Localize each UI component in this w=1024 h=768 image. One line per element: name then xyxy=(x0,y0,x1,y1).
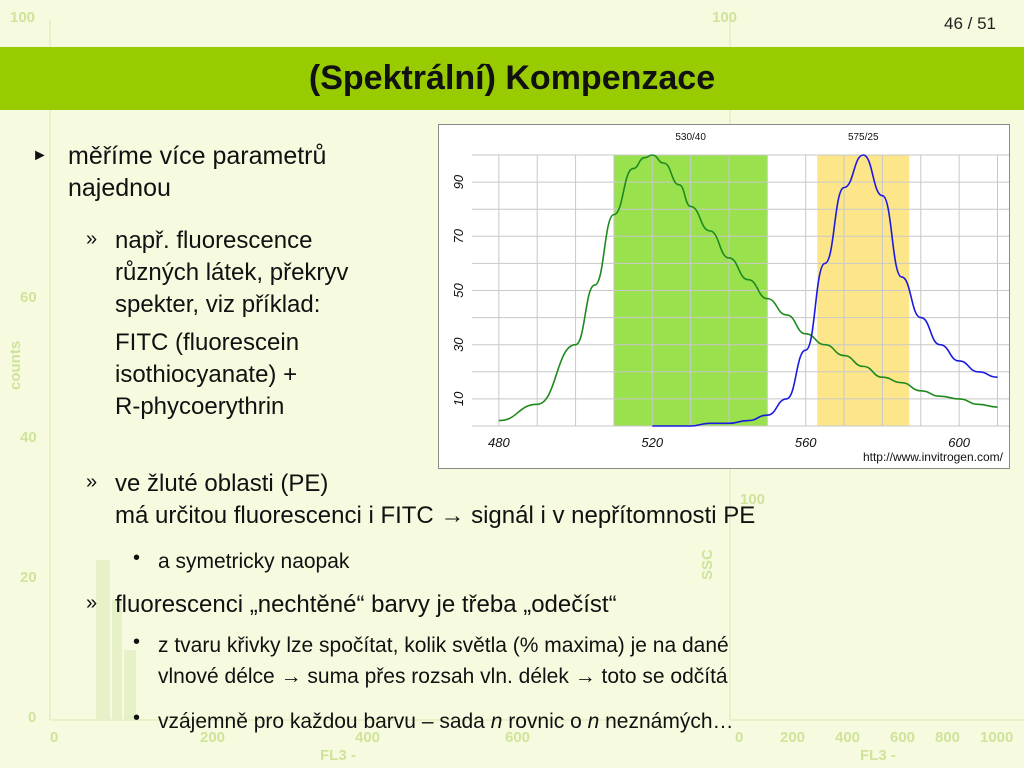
text-line: spekter, viz příklad: xyxy=(115,291,321,318)
bg-right-x-tick: 800 xyxy=(935,729,961,746)
text-line: najednou xyxy=(68,174,171,202)
bullet-marker-level3: • xyxy=(133,631,141,653)
text-line: z tvaru křivky lze spočítat, kolik světla (% maxima) je na dané xyxy=(158,634,729,657)
bg-left-tick: 60 xyxy=(20,289,37,306)
text-line: R-phycoerythrin xyxy=(115,393,285,420)
bg-right-x-tick: 1000 xyxy=(980,729,1014,746)
bg-right-x-tick: 600 xyxy=(890,729,916,746)
bg-left-x-tick: 400 xyxy=(355,729,381,746)
bg-right-tick: 100 xyxy=(740,491,766,508)
bullet-text xyxy=(115,225,348,423)
variable-n: n xyxy=(587,710,600,733)
text-line: vlnové délce → suma přes rozsah vln. délek → toto se odčítá xyxy=(158,665,728,688)
slide-title: (Spektrální) Kompenzace xyxy=(308,59,716,97)
y-tick-label: 10 xyxy=(451,391,466,407)
bullet-marker-level3: • xyxy=(133,547,141,569)
bg-left-axis-label: counts xyxy=(7,340,24,390)
bg-left-tick: 40 xyxy=(20,429,37,446)
x-tick-label: 480 xyxy=(487,435,510,450)
bg-right-tick: 100 xyxy=(712,9,738,26)
x-tick-label: 600 xyxy=(948,435,970,450)
bullet-marker-level1: ► xyxy=(32,147,48,164)
y-tick-label: 30 xyxy=(451,337,466,352)
text-line: FITC (fluorescein xyxy=(115,329,300,356)
text-run: neznámých… xyxy=(599,710,734,733)
bg-left-x-label: FL3 - xyxy=(320,747,356,764)
bullet-text: fluorescenci „nechtěné“ barvy je třeba „odečíst“ xyxy=(115,591,617,618)
bg-left-tick: 100 xyxy=(10,9,36,26)
bullet-text xyxy=(158,630,729,692)
bullet-marker-level2: » xyxy=(86,471,98,493)
bg-left-x-tick: 0 xyxy=(50,729,59,746)
x-tick-label: 560 xyxy=(794,435,817,450)
figure-credit: http://www.invitrogen.com/ xyxy=(862,450,1003,464)
text-run: rovnic o xyxy=(502,710,588,733)
text-line: měříme více parametrů xyxy=(68,142,327,170)
text-line: ve žluté oblasti (PE) xyxy=(115,470,329,497)
bg-left-x-tick: 200 xyxy=(200,729,226,746)
bg-right-x-tick: 0 xyxy=(735,729,744,746)
bg-right-x-label: FL3 - xyxy=(860,747,896,764)
band-label: 575/25 xyxy=(847,132,879,143)
bullet-marker-level3: • xyxy=(133,707,141,729)
text-run: vzájemně pro každou barvu – sada xyxy=(158,710,491,733)
bullet-text xyxy=(115,468,755,532)
spectrum-figure xyxy=(438,124,1010,469)
y-tick-label: 70 xyxy=(451,229,466,244)
bullet-text xyxy=(68,140,326,204)
band-label: 530/40 xyxy=(675,132,706,143)
bullet-marker-level2: » xyxy=(86,592,98,614)
text-line: isothiocyanate) + xyxy=(115,361,298,388)
page-number: 46 / 51 xyxy=(944,14,996,33)
bg-left-tick: 0 xyxy=(28,709,37,726)
bg-right-x-tick: 400 xyxy=(835,729,861,746)
bullet-marker-level2: » xyxy=(86,228,98,250)
bg-right-axis-label: SSC xyxy=(699,549,716,580)
x-tick-label: 520 xyxy=(641,435,664,450)
bg-right-x-tick: 200 xyxy=(780,729,806,746)
bg-left-x-tick: 600 xyxy=(505,729,531,746)
y-tick-label: 90 xyxy=(451,174,466,190)
spectrum-chart xyxy=(439,125,1009,468)
y-tick-label: 50 xyxy=(451,283,466,298)
bullet-text xyxy=(158,706,734,737)
text-line: např. fluorescence xyxy=(115,227,313,254)
text-line: má určitou fluorescenci i FITC → signál i v nepřítomnosti PE xyxy=(115,502,756,529)
title-bar xyxy=(0,47,1024,110)
bullet-text: a symetricky naopak xyxy=(158,550,350,573)
text-line: různých látek, překryv xyxy=(115,259,349,286)
bg-histogram-bar xyxy=(96,560,110,720)
variable-n: n xyxy=(490,710,503,733)
bg-left-tick: 20 xyxy=(20,569,37,586)
